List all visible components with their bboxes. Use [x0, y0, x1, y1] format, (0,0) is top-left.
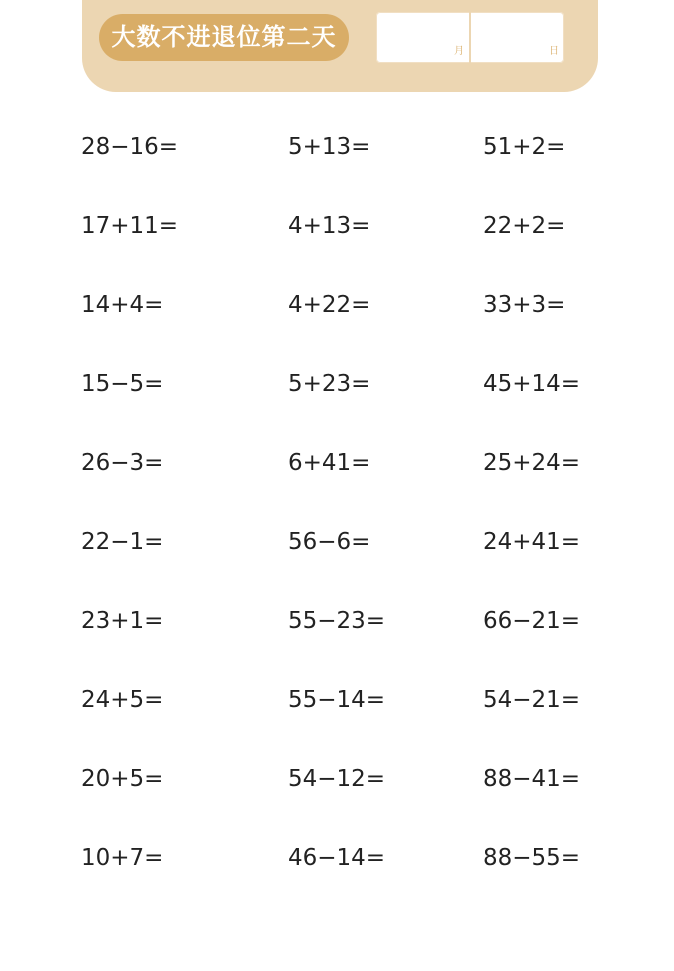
worksheet-title: 大数不进退位第二天: [99, 14, 349, 61]
math-problem: 4+13=: [288, 213, 371, 239]
math-problem: 54−12=: [288, 766, 386, 792]
math-problem: 66−21=: [483, 608, 581, 634]
math-problem: 22+2=: [483, 213, 566, 239]
math-problem: 20+5=: [81, 766, 164, 792]
math-problem: 10+7=: [81, 845, 164, 871]
math-problem: 24+41=: [483, 529, 581, 555]
month-label: 月: [454, 46, 464, 57]
math-problem: 55−14=: [288, 687, 386, 713]
math-problem: 5+23=: [288, 371, 371, 397]
math-problem: 22−1=: [81, 529, 164, 555]
day-label: 日: [549, 46, 559, 57]
math-problem: 23+1=: [81, 608, 164, 634]
math-problem: 46−14=: [288, 845, 386, 871]
math-problem: 51+2=: [483, 134, 566, 160]
math-problem: 14+4=: [81, 292, 164, 318]
math-problem: 28−16=: [81, 134, 179, 160]
math-problem: 88−55=: [483, 845, 581, 871]
math-problem: 5+13=: [288, 134, 371, 160]
math-problem: 33+3=: [483, 292, 566, 318]
math-problem: 26−3=: [81, 450, 164, 476]
math-problem: 17+11=: [81, 213, 179, 239]
math-problem: 54−21=: [483, 687, 581, 713]
math-problem: 45+14=: [483, 371, 581, 397]
math-problem: 15−5=: [81, 371, 164, 397]
math-problem: 56−6=: [288, 529, 371, 555]
math-problem: 25+24=: [483, 450, 581, 476]
math-problem: 55−23=: [288, 608, 386, 634]
math-problem: 88−41=: [483, 766, 581, 792]
math-problem: 4+22=: [288, 292, 371, 318]
math-problem: 24+5=: [81, 687, 164, 713]
math-problem: 6+41=: [288, 450, 371, 476]
